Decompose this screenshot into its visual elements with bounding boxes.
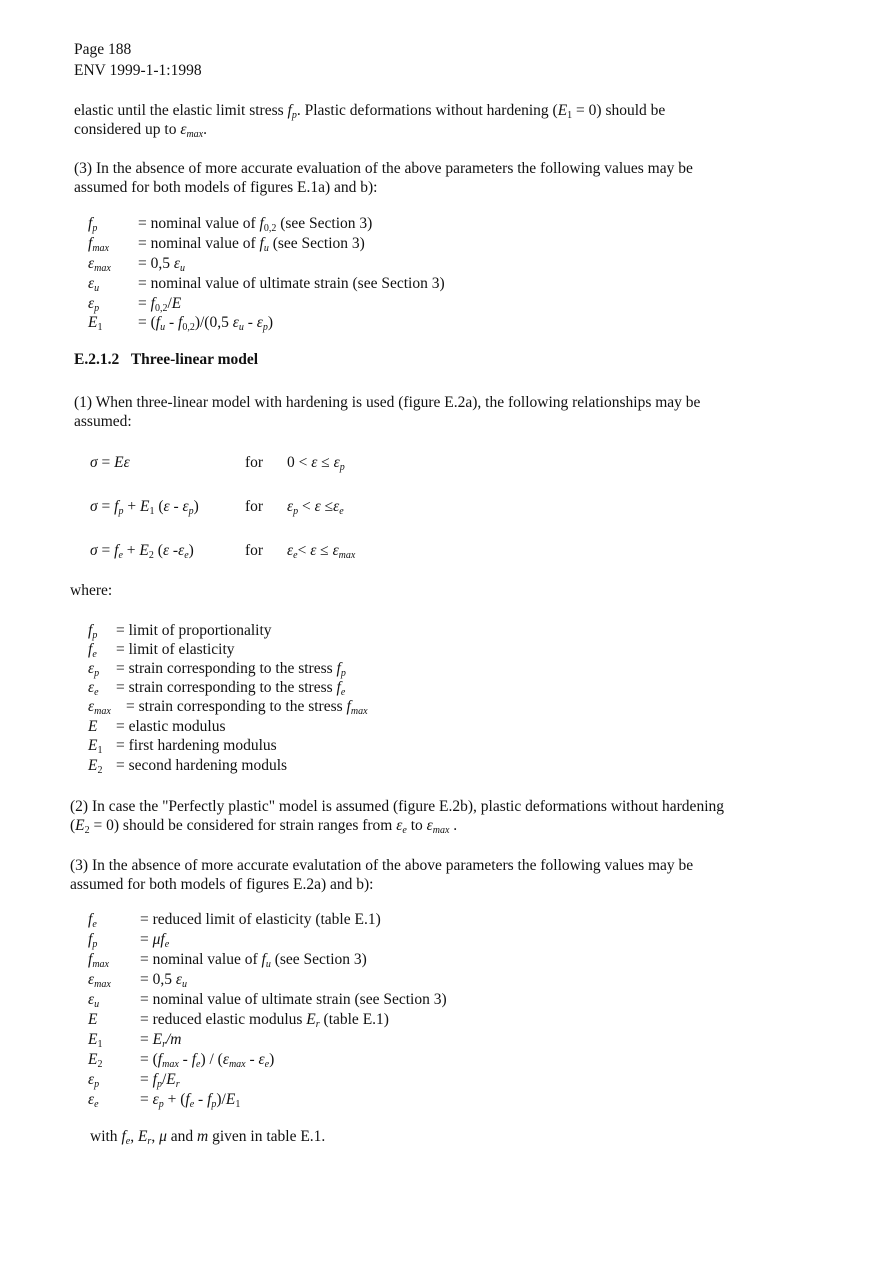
where-label: where: <box>70 582 113 599</box>
intro-text-4: considered up to <box>74 121 177 138</box>
section-number: E.2.1.2 <box>74 351 120 368</box>
paragraph-2: (2) In case the "Perfectly plastic" model is assumed (figure E.2b), plastic deformations without hardening $(E_2 = 0)$ should be considered for strain ranges from $\varepsilon_e$ to $\varepsilon_{max}$ . <box>70 798 724 836</box>
standard-reference: ENV 1999-1-1:1998 <box>74 62 202 79</box>
p3-bottom-line-1: (3) In the absence of more accurate evalutation of the above parameters the following values may be <box>70 857 694 874</box>
paragraph-1 <box>74 393 804 431</box>
p2-line-1: (2) In case the "Perfectly plastic" model is assumed (figure E.2b), plastic deformations without hardening <box>70 798 724 815</box>
intro-text-5: . <box>203 121 207 138</box>
paragraph-3-bottom <box>70 856 830 894</box>
section-heading <box>74 350 258 369</box>
page-number: Page 188 <box>74 41 132 58</box>
paragraph-3-top <box>74 159 804 197</box>
closing-line: with $f_e$, $E_r$, μ and m given in table E.1. <box>90 1128 326 1147</box>
p3-top-line-1: (3) In the absence of more accurate evaluation of the above parameters the following values may be <box>74 160 693 177</box>
document-page: Page 188 ENV 1999-1-1:1998 elastic until the elastic limit stress $f_p$. Plastic deformations without hardening $(E_1 = 0)$ should be considered up to $\varepsilon_{max}$. (3) In the absence of more accurate evaluation of the above parameters the following values may be assumed for both models of figures E.1a) and b): $f_p$ = nominal value of $f_{0,2}$ (see Section 3) $f_{max}$ = nominal value of $f_u$ (see Section 3) $\varepsilon_{max}$ = 0,5 $\varepsilon_u$ $\varepsilon_u$ = nominal value of ultimate strain (see Section 3) $\varepsilon_p$ = $f_{0,2}/E$ $E_1$ = $(f_u - f_{0,2})/(0,5$ $\varepsilon_u - \varepsilon_p$) E.2.1.2 Three-linear model (1) When three-linear model with hardening is used (figure E.2a), the following relationships may be assumed: σ = Eε for $0 < \varepsilon \le \varepsilon_p$ $\sigma = f_p + E_1$ $(\varepsilon - \varepsilon_p)$ for $\varepsilon_p < \varepsilon \le\varepsilon_e$ $\sigma = f_e + E_2$ (ε $-\varepsilon_e$) for $\varepsilon_e< \varepsilon \le \varepsilon_{max}$ where: $f_p$ = limit of proportionality $f_e$ = limit of elasticity $\varepsilon_p$ = strain corresponding to the stress $f_p$ $\varepsilon_e$ = strain corresponding to the stress $f_e$ $\varepsilon_{max}$ = strain corresponding to the stress $f_{max}$ E = elastic modulus $E_1$ = first hardening modulus $E_2$ = second hardening moduls (2) In case the "Perfectly plastic" model is assumed (figure E.2b), plastic deformations without hardening $(E_2 = 0)$ should be considered for strain ranges from $\varepsilon_e$ to $\varepsilon_{max}$ . (3) In the absence of more accurate evalutation of the above parameters the following values may be assumed for both models of figures E.2a) and b): $f_e$ = reduced limit of elasticity (table E.1) $f_p$ = $\mu f_e$ $f_{max}$ = nominal value of $f_u$ (see Section 3) $\varepsilon_{max}$ = 0,5 $\varepsilon_u$ $\varepsilon_u$ = nominal value of ultimate strain (see Section 3) E = reduced elastic modulus $E_r$ (table E.1) $E_1$ = $E_r/m$ $E_2$ = $(f_{max} - f_e) / (\varepsilon_{max} - \varepsilon_e)$ $\varepsilon_p$ = $f_p/E_r$ $\varepsilon_e$ = $\varepsilon_p + (f_e - f_p)/E_1$ with $f_e$, $E_r$, μ and m given in table E.1. <box>0 0 893 1263</box>
intro-text-1: elastic until the elastic limit stress <box>74 102 284 119</box>
section-title: Three-linear model <box>130 351 259 368</box>
p3-top-line-2: assumed for both models of figures E.1a) and b): <box>74 179 378 196</box>
p3-bottom-line-2: assumed for both models of figures E.2a) and b): <box>70 876 374 893</box>
intro-text-3: = 0) should be <box>572 102 666 119</box>
p1-line-1: (1) When three-linear model with hardening is used (figure E.2a), the following relationships may be <box>74 394 701 411</box>
p1-line-2: assumed: <box>74 413 132 430</box>
intro-paragraph: elastic until the elastic limit stress $f_p$. Plastic deformations without hardening $(E_1 = 0)$ should be considered up to $\varepsilon_{max}$. <box>74 102 666 140</box>
intro-text-2: . Plastic deformations without hardening ( <box>296 102 558 119</box>
